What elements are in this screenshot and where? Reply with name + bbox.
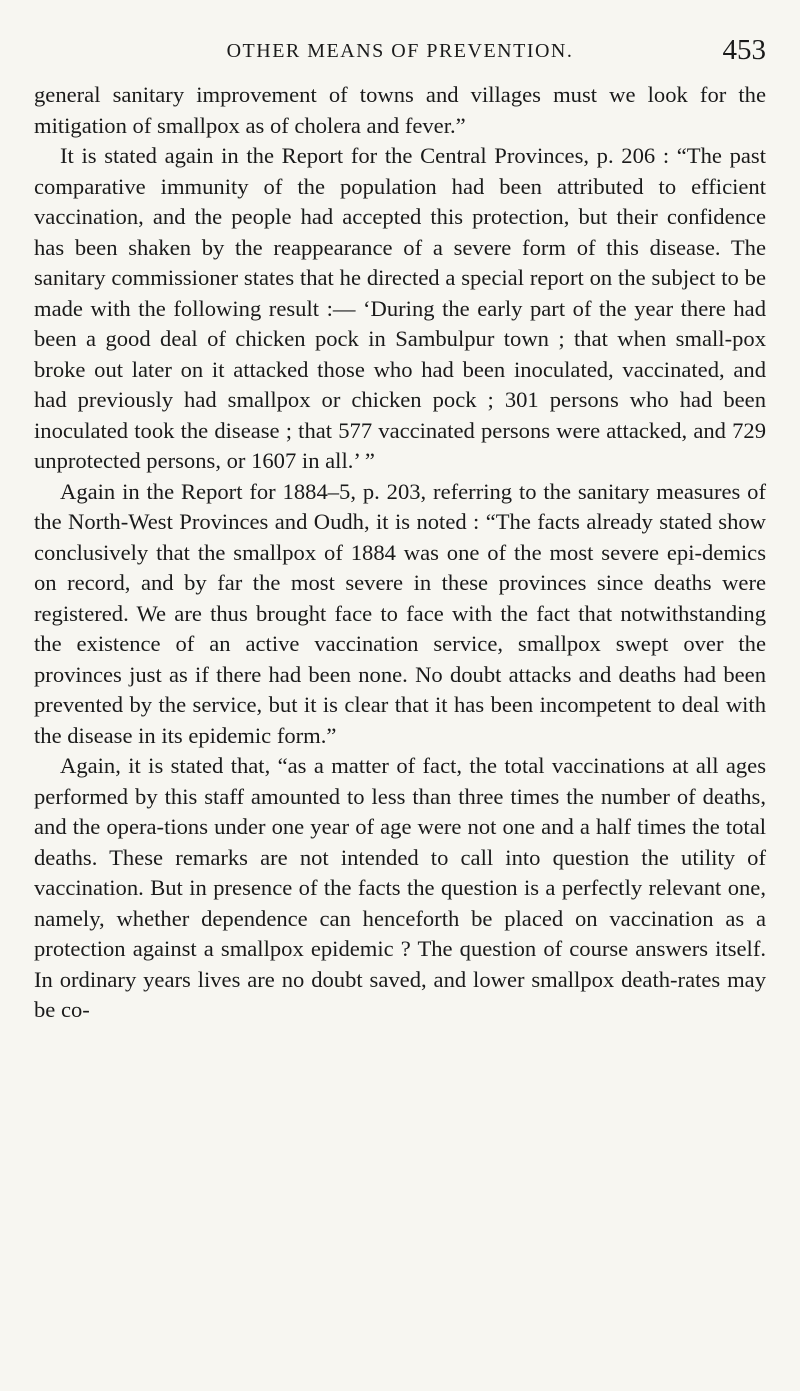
- body-text: [34, 80, 766, 1026]
- paragraph-continuation: general sanitary improvement of towns and villages must we look for the mitigation of smallpox as of cholera and fever.”: [34, 82, 766, 138]
- running-head: OTHER MEANS OF PREVENTION.: [226, 40, 574, 62]
- paragraph-central-provinces: It is stated again in the Report for the Central Provinces, p. 206 : “The past comparative immunity of the population had been attributed to efficient vaccination, and the people had accepted this protection, but their confidence has been shaken by the reappearance of a severe form of this disease. The sanitary commissioner states that he directed a special report on the subject to be made with the following result :— ‘During the early part of the year there had been a good deal of chicken pock in Sambulpur town ; that when small-pox broke out later on it attacked those who had been inoculated, vaccinated, and had previously had smallpox or chicken pock ; 301 persons who had been inoculated took the disease ; that 577 vaccinated persons were attacked, and 729 unprotected persons, or 1607 in all.’ ”: [34, 143, 766, 473]
- page-number: 453: [722, 34, 766, 66]
- page-header: [34, 28, 766, 68]
- paragraph-north-west-provinces: Again in the Report for 1884–5, p. 203, referring to the sanitary measures of the North-West Provinces and Oudh, it is noted : “The facts already stated show conclusively that the smallpox of 1884 was one of the most severe epi-demics on record, and by far the most severe in these provinces since deaths were registered. We are thus brought face to face with the fact that notwithstanding the existence of an active vaccination service, smallpox swept over the provinces just as if there had been none. No doubt attacks and deaths had been prevented by the service, but it is clear that it has been incompetent to deal with the disease in its epidemic form.”: [34, 478, 766, 748]
- paragraph-vaccination-totals: Again, it is stated that, “as a matter of fact, the total vaccinations at all ages performed by this staff amounted to less than three times the number of deaths, and the opera-tions under one year of age were not one and a half times the total deaths. These remarks are not intended to call into question the utility of vaccination. But in presence of the facts the question is a perfectly relevant one, namely, whether dependence can henceforth be placed on vaccination as a protection against a smallpox epidemic ? The question of course answers itself. In ordinary years lives are no doubt saved, and lower smallpox death-rates may be co-: [34, 753, 766, 1022]
